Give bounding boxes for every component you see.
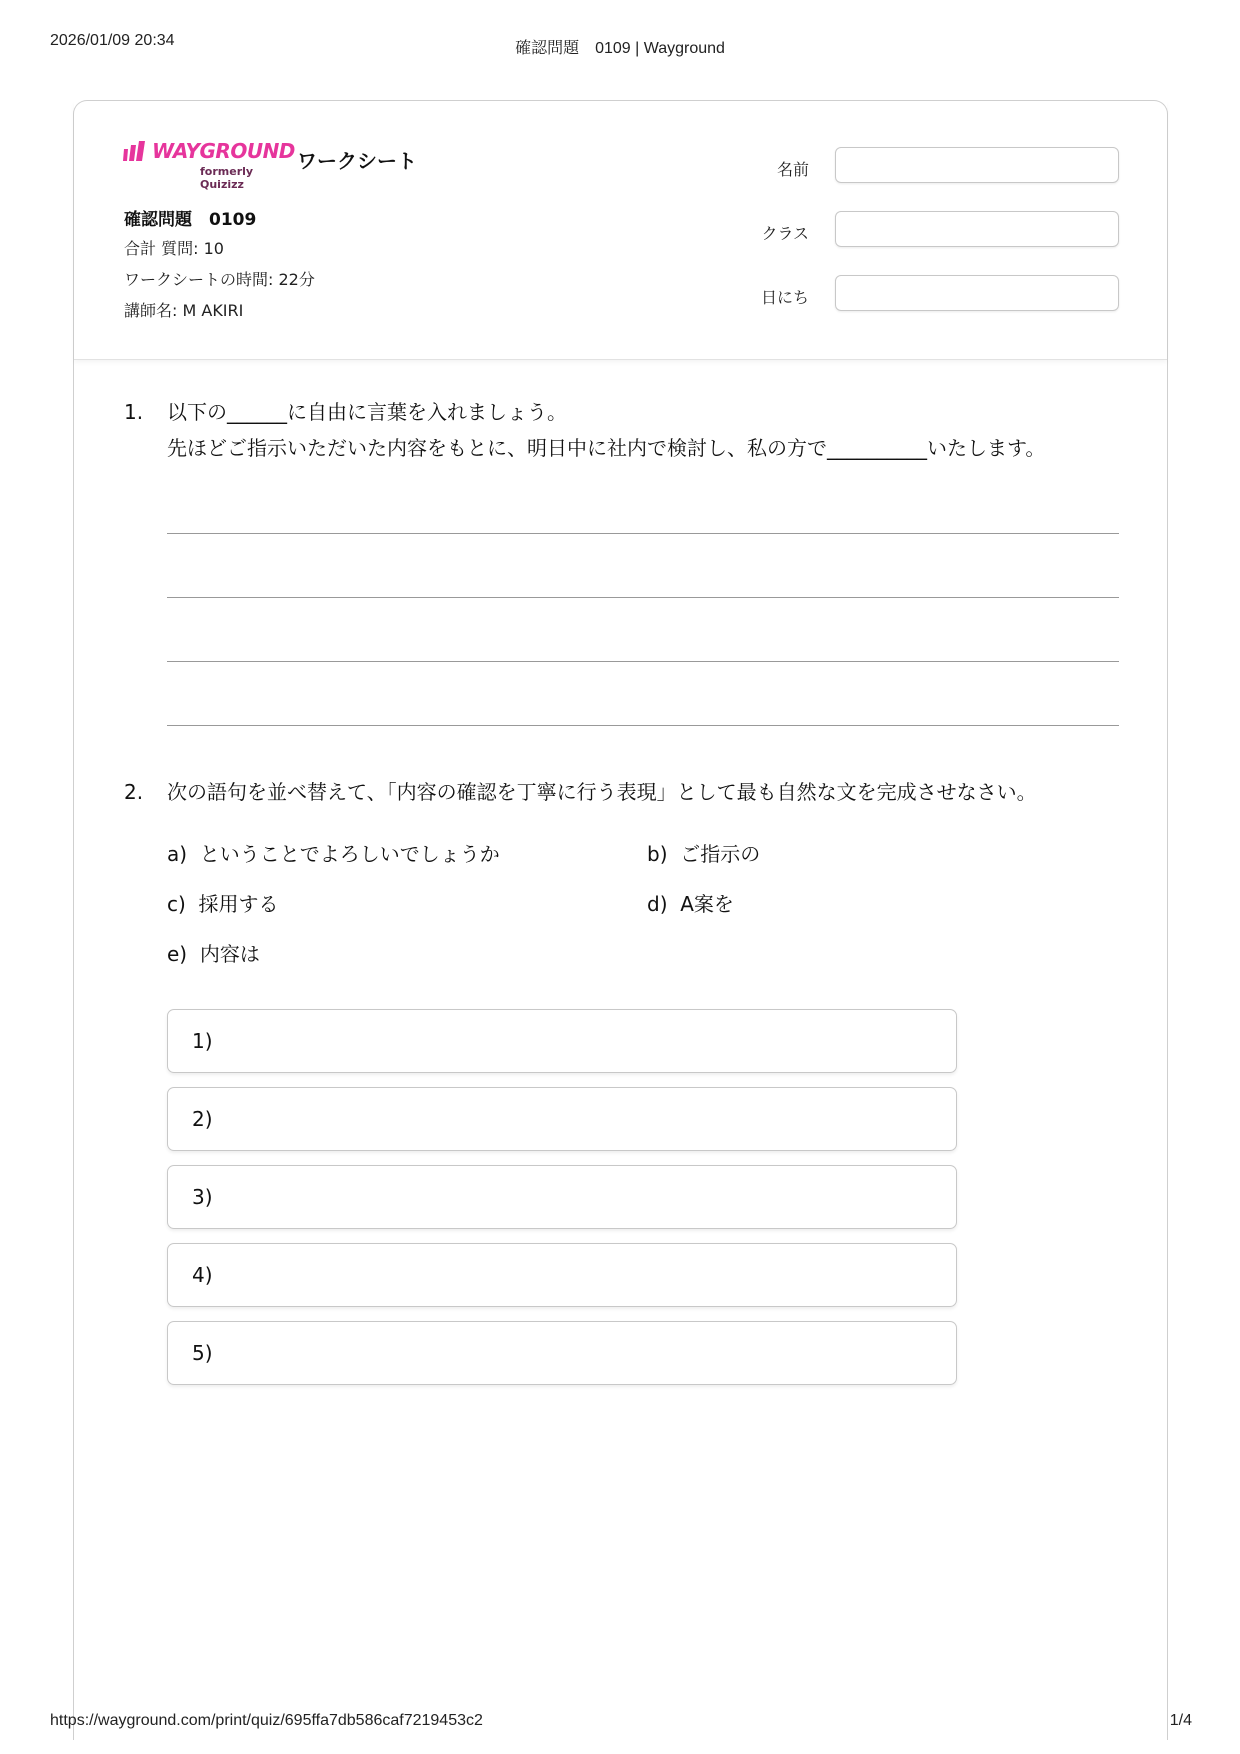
slot-label: 5) bbox=[192, 1341, 213, 1365]
worksheet-label: ワークシート bbox=[297, 149, 417, 173]
question-2-text: 次の語句を並べ替えて、「内容の確認を丁寧に行う表現」として最も自然な文を完成させなさい。 bbox=[167, 780, 1037, 804]
worksheet-card bbox=[73, 100, 1168, 1740]
question-1-number: 1. bbox=[124, 400, 144, 424]
worksheet-header bbox=[74, 101, 1167, 360]
date-label: 日にち bbox=[760, 288, 809, 307]
logo-subtitle: formerly Quizizz bbox=[200, 165, 254, 191]
question-1-line-1: 以下の______に自由に言葉を入れましょう。 bbox=[167, 400, 567, 424]
class-label: クラス bbox=[761, 224, 809, 243]
answer-line[interactable] bbox=[167, 661, 1119, 662]
option-c bbox=[167, 888, 279, 917]
option-label: c) bbox=[167, 892, 186, 916]
answer-line[interactable] bbox=[167, 725, 1119, 726]
total-questions: 合計 質問: 10 bbox=[124, 239, 224, 258]
class-field[interactable] bbox=[835, 211, 1119, 247]
logo-wordmark: WAYGROUND bbox=[152, 139, 295, 163]
answer-line[interactable] bbox=[167, 533, 1119, 534]
option-d bbox=[647, 888, 734, 917]
option-b bbox=[647, 838, 760, 867]
option-label: d) bbox=[647, 892, 668, 916]
answer-slot-1[interactable] bbox=[167, 1009, 957, 1073]
slot-label: 4) bbox=[192, 1263, 213, 1287]
wayground-logo-mark-icon bbox=[122, 141, 152, 163]
name-label: 名前 bbox=[776, 160, 809, 179]
option-text: 内容は bbox=[199, 942, 260, 966]
option-label: e) bbox=[167, 942, 188, 966]
option-text: 採用する bbox=[198, 892, 279, 916]
answer-slot-4[interactable] bbox=[167, 1243, 957, 1307]
print-title: 確認問題 0109 | Wayground bbox=[515, 40, 725, 57]
teacher-name: 講師名: M AKIRI bbox=[124, 301, 244, 320]
option-text: ということでよろしいでしょうか bbox=[199, 842, 500, 866]
answer-slot-3[interactable] bbox=[167, 1165, 957, 1229]
option-a bbox=[167, 838, 500, 867]
question-1-line-2: 先ほどご指示いただいた内容をもとに、明日中に社内で検討し、私の方で__________いたします。 bbox=[167, 436, 1046, 460]
option-label: b) bbox=[647, 842, 668, 866]
option-text: ご指示の bbox=[680, 842, 761, 866]
slot-label: 2) bbox=[192, 1107, 213, 1131]
print-datetime: 2026/01/09 20:34 bbox=[50, 32, 175, 49]
answer-line[interactable] bbox=[167, 597, 1119, 598]
answer-slot-5[interactable] bbox=[167, 1321, 957, 1385]
option-e bbox=[167, 938, 260, 967]
worksheet-time: ワークシートの時間: 22分 bbox=[124, 270, 315, 289]
print-header bbox=[0, 0, 1240, 70]
print-url: https://wayground.com/print/quiz/695ffa7db586caf7219453c2 bbox=[50, 1712, 483, 1729]
print-footer bbox=[0, 1698, 1240, 1738]
question-2-number: 2. bbox=[124, 780, 144, 804]
date-field[interactable] bbox=[835, 275, 1119, 311]
option-text: A案を bbox=[680, 892, 734, 916]
quiz-title: 確認問題 0109 bbox=[124, 210, 257, 230]
wayground-logo bbox=[122, 139, 297, 191]
slot-label: 3) bbox=[192, 1185, 213, 1209]
page-number: 1/4 bbox=[1169, 1712, 1192, 1729]
name-field[interactable] bbox=[835, 147, 1119, 183]
question-1-text bbox=[167, 394, 1127, 466]
option-label: a) bbox=[167, 842, 188, 866]
slot-label: 1) bbox=[192, 1029, 213, 1053]
answer-slot-2[interactable] bbox=[167, 1087, 957, 1151]
